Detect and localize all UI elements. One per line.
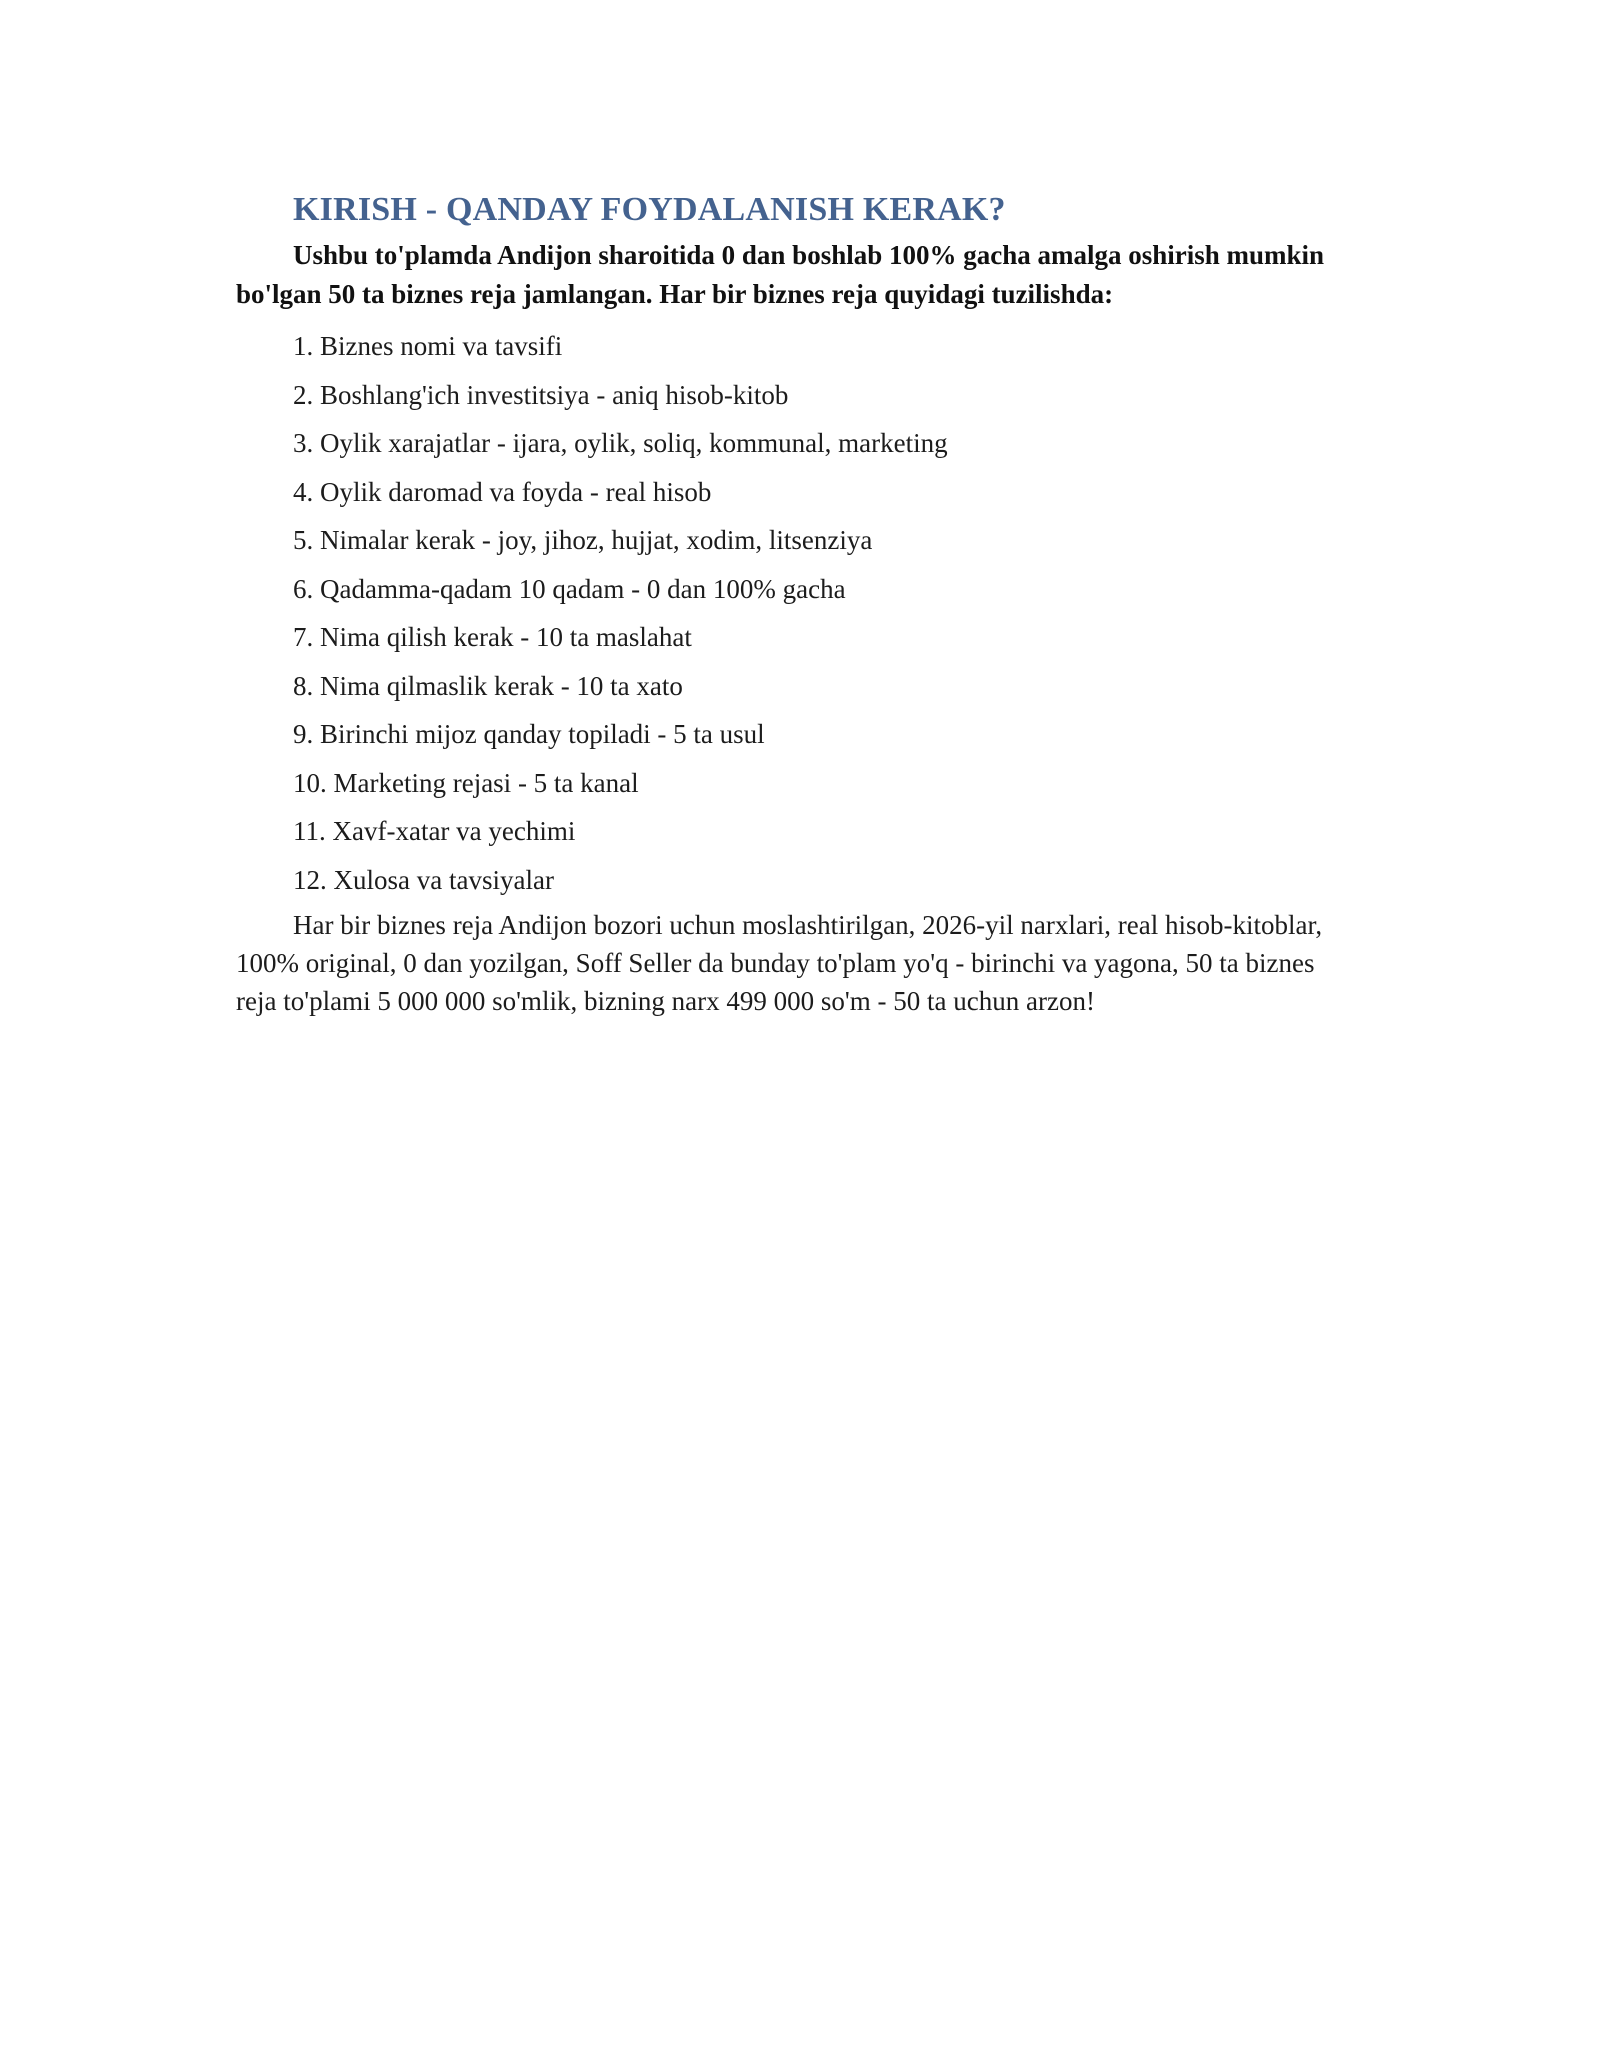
list-item: 8. Nima qilmaslik kerak - 10 ta xato bbox=[293, 670, 683, 701]
list-item: 4. Oylik daromad va foyda - real hisob bbox=[293, 476, 712, 507]
structure-list bbox=[236, 322, 1356, 904]
list-item: 9. Birinchi mijoz qanday topiladi - 5 ta usul bbox=[293, 719, 765, 749]
list-item: 1. Biznes nomi va tavsifi bbox=[293, 331, 563, 361]
section-heading: KIRISH - QANDAY FOYDALANISH KERAK? bbox=[293, 191, 1006, 228]
list-item: 11. Xavf-xatar va yechimi bbox=[293, 816, 576, 846]
list-item: 12. Xulosa va tavsiyalar bbox=[293, 864, 554, 895]
list-item: 3. Oylik xarajatlar - ijara, oylik, soliq, kommunal, marketing bbox=[293, 428, 948, 458]
list-item: 10. Marketing rejasi - 5 ta kanal bbox=[293, 767, 639, 798]
list-item: 7. Nima qilish kerak - 10 ta maslahat bbox=[293, 622, 692, 652]
list-item: 6. Qadamma-qadam 10 qadam - 0 dan 100% gacha bbox=[293, 573, 846, 604]
intro-paragraph: Ushbu to'plamda Andijon sharoitida 0 dan boshlab 100% gacha amalga oshirish mumkin bo'lgan 50 ta biznes reja jamlangan. Har bir biznes reja quyidagi tuzilishda: bbox=[236, 240, 1325, 309]
document-body bbox=[236, 188, 1356, 1020]
list-item: 5. Nimalar kerak - joy, jihoz, hujjat, xodim, litsenziya bbox=[293, 525, 873, 555]
closing-paragraph: Har bir biznes reja Andijon bozori uchun moslashtirilgan, 2026-yil narxlari, real hisob-kitoblar, 100% original, 0 dan yozilgan, Soff Seller da bunday to'plam yo'q - birinchi va yagona, 50 ta biznes reja to'plami 5 000 000 so'mlik, bizning narx 499 000 so'm - 50 ta uchun arzon! bbox=[236, 910, 1323, 1016]
list-item: 2. Boshlang'ich investitsiya - aniq hisob-kitob bbox=[293, 379, 789, 410]
